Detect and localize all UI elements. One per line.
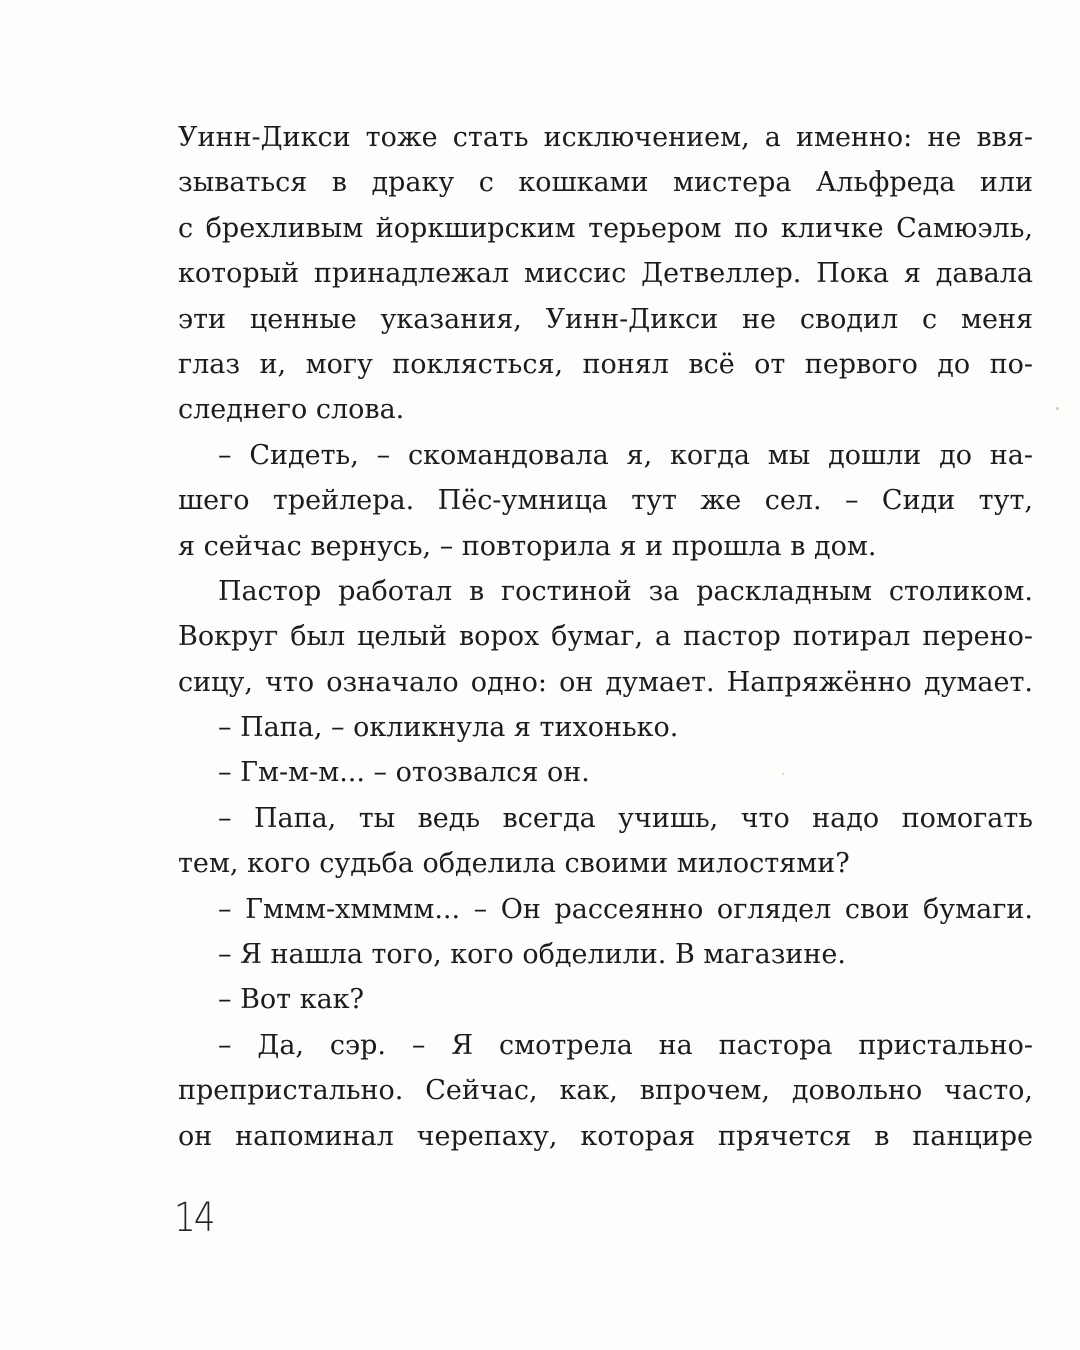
text-line: глаз и, могу поклясться, понял всё от первого до по- — [178, 348, 1033, 380]
text-line: – Папа, ты ведь всегда учишь, что надо помогать — [218, 802, 1033, 834]
text-line: сицу, что означало одно: он думает. Напряжённо думает. — [178, 666, 1033, 698]
text-line: – Да, сэр. – Я смотрела на пастора пристально- — [218, 1029, 1033, 1061]
text-line: с брехливым йоркширским терьером по кличке Самюэль, — [178, 212, 1033, 244]
text-line: – Сидеть, – скомандовала я, когда мы дошли до на- — [218, 439, 1033, 471]
text-line: – Гммм-хмммм... – Он рассеянно оглядел свои бумаги. — [218, 893, 1033, 925]
text-line: следнего слова. — [178, 394, 405, 426]
text-line: Вокруг был целый ворох бумаг, а пастор потирал перено- — [178, 621, 1033, 653]
text-line: – Я нашла того, кого обделили. В магазине. — [218, 939, 846, 971]
text-line: препристально. Сейчас, как, впрочем, довольно часто, — [178, 1075, 1033, 1107]
text-line: я сейчас вернусь, – повторила я и прошла в дом. — [178, 530, 877, 562]
paper-speck — [1056, 407, 1059, 410]
text-line: – Папа, – окликнула я тихонько. — [218, 712, 679, 744]
text-line: Уинн-Дикси тоже стать исключением, а именно: не ввя- — [178, 122, 1033, 153]
text-line: который принадлежал миссис Детвеллер. Пока я давала — [178, 258, 1033, 290]
text-line: зываться в драку с кошками мистера Альфреда или — [178, 167, 1033, 199]
text-line: эти ценные указания, Уинн-Дикси не сводил с меня — [178, 303, 1033, 335]
text-line: – Вот как? — [218, 984, 365, 1016]
text-line: шего трейлера. Пёс-умница тут же сел. – Сиди тут, — [178, 485, 1033, 517]
text-line: тем, кого судьба обделила своими милостями? — [178, 848, 850, 880]
text-line: Пастор работал в гостиной за раскладным столиком. — [218, 575, 1033, 607]
paper-speck — [782, 773, 784, 775]
text-line: он напоминал черепаху, которая прячется в панцире — [178, 1120, 1033, 1152]
page-number: 14 — [174, 1195, 214, 1241]
text-line: – Гм-м-м... – отозвался он. — [218, 757, 590, 789]
body-text — [178, 115, 1033, 1159]
